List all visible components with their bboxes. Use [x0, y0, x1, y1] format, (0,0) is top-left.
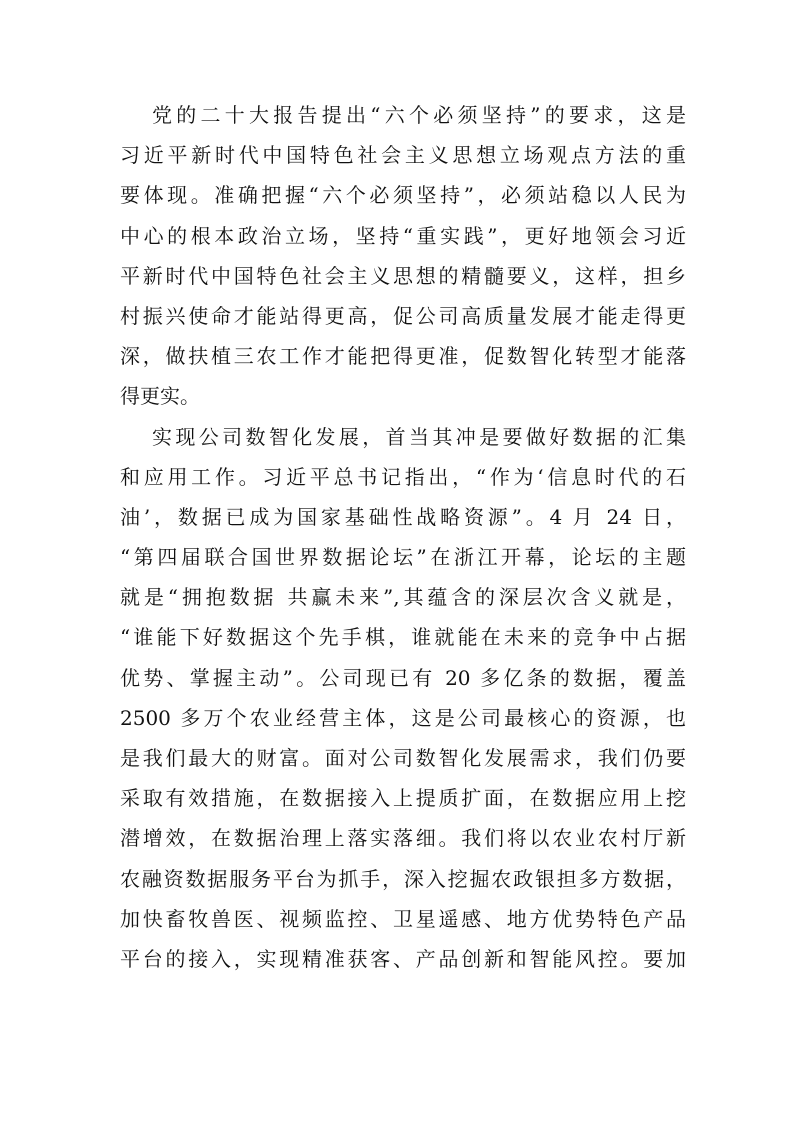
text-line: “第四届联合国世界数据论坛”在浙江开幕，论坛的主题	[120, 545, 686, 570]
paragraph-1	[120, 100, 686, 422]
document-page	[120, 100, 686, 984]
text-line: 是我们最大的财富。面对公司数智化发展需求，我们仍要	[120, 746, 686, 770]
text-line: 潜增效，在数据治理上落实落细。我们将以农业农村厅新	[120, 826, 686, 851]
text-line: 就是“拥抱数据 共赢未来”,其蕴含的深层次含义就是，	[120, 585, 686, 610]
text-line: 油’，数据已成为国家基础性战略资源”。4 月 24 日，	[120, 504, 686, 529]
text-line: 要体现。准确把握“六个必须坚持”，必须站稳以人民为	[120, 183, 686, 208]
text-line: 村振兴使命才能站得更高，促公司高质量发展才能走得更	[120, 303, 686, 328]
text-line: 平台的接入，实现精准获客、产品创新和智能风控。要加	[120, 946, 686, 971]
text-line: 平新时代中国特色社会主义思想的精髓要义，这样，担乡	[120, 263, 686, 288]
text-line: 党的二十大报告提出“六个必须坚持”的要求，这是	[152, 103, 686, 127]
text-line: 中心的根本政治立场，坚持“重实践”，更好地领会习近	[120, 223, 686, 248]
text-line: 实现公司数智化发展，首当其冲是要做好数据的汇集	[152, 424, 686, 449]
text-line: 加快畜牧兽医、视频监控、卫星遥感、地方优势特色产品	[120, 906, 686, 931]
text-line: 农融资数据服务平台为抓手，深入挖掘农政银担多方数据，	[120, 866, 686, 891]
text-line: 优势、掌握主动”。公司现已有 20 多亿条的数据，覆盖	[120, 665, 686, 690]
text-line: “谁能下好数据这个先手棋，谁就能在未来的竞争中占据	[120, 625, 686, 650]
text-line: 习近平新时代中国特色社会主义思想立场观点方法的重	[120, 143, 686, 168]
paragraph-2	[120, 422, 686, 985]
text-line: 和应用工作。习近平总书记指出，“作为‘信息时代的石	[120, 464, 686, 489]
text-line: 2500 多万个农业经营主体，这是公司最核心的资源，也	[120, 705, 686, 730]
text-line: 深，做扶植三农工作才能把得更准，促数智化转型才能落	[120, 344, 686, 369]
text-line: 采取有效措施，在数据接入上提质扩面，在数据应用上挖	[120, 786, 686, 811]
text-line: 得更实。	[120, 384, 200, 409]
